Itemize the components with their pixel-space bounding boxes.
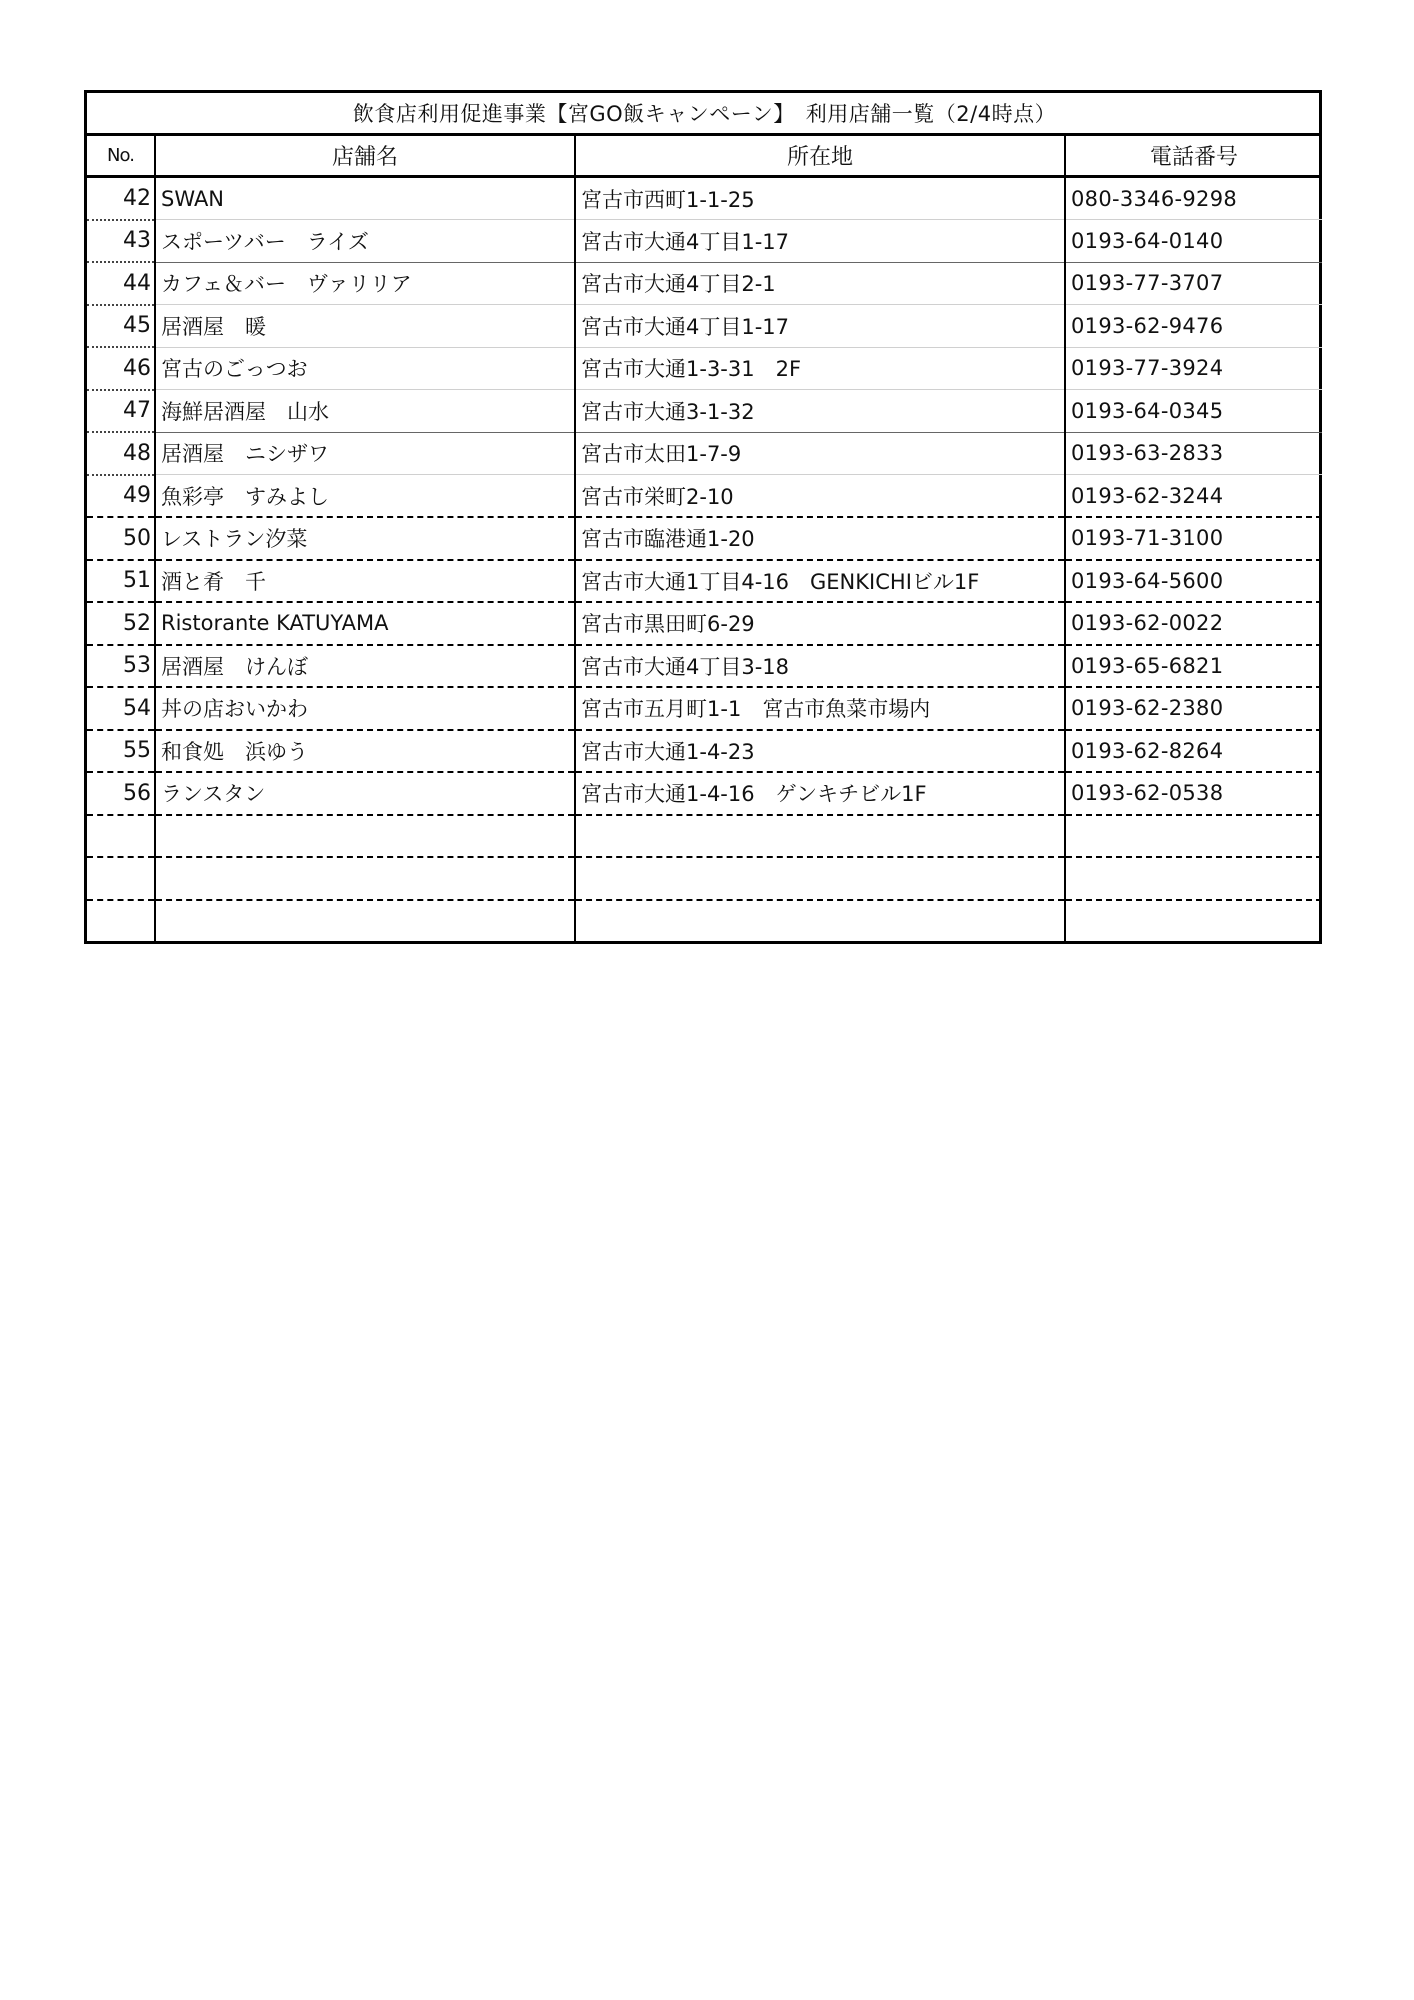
store-name: 魚彩亭 すみよし xyxy=(155,475,575,518)
table-row-empty xyxy=(87,900,1322,942)
row-number: 46 xyxy=(87,347,155,390)
store-address: 宮古市臨港通1-20 xyxy=(575,517,1065,560)
store-name: カフェ＆バー ヴァリリア xyxy=(155,262,575,305)
column-header-no: No. xyxy=(87,135,155,177)
store-phone: 0193-62-0022 xyxy=(1065,602,1322,645)
row-number: 56 xyxy=(87,772,155,815)
store-phone: 0193-62-2380 xyxy=(1065,687,1322,730)
row-number: 44 xyxy=(87,262,155,305)
row-number: 55 xyxy=(87,730,155,773)
store-name: 宮古のごっつお xyxy=(155,347,575,390)
store-address xyxy=(575,857,1065,900)
table-row-empty xyxy=(87,815,1322,858)
store-name: 丼の店おいかわ xyxy=(155,687,575,730)
store-address: 宮古市西町1-1-25 xyxy=(575,177,1065,220)
store-phone: 0193-65-6821 xyxy=(1065,645,1322,688)
row-number: 51 xyxy=(87,560,155,603)
store-address: 宮古市大通4丁目1-17 xyxy=(575,220,1065,263)
store-phone: 0193-64-5600 xyxy=(1065,560,1322,603)
row-number: 54 xyxy=(87,687,155,730)
row-number: 43 xyxy=(87,220,155,263)
store-name: 居酒屋 ニシザワ xyxy=(155,432,575,475)
store-address: 宮古市大通4丁目2-1 xyxy=(575,262,1065,305)
store-phone: 0193-63-2833 xyxy=(1065,432,1322,475)
table-row xyxy=(87,347,1322,390)
row-number: 47 xyxy=(87,390,155,433)
table-row xyxy=(87,432,1322,475)
store-address: 宮古市栄町2-10 xyxy=(575,475,1065,518)
row-number: 52 xyxy=(87,602,155,645)
store-name xyxy=(155,857,575,900)
store-phone: 0193-64-0345 xyxy=(1065,390,1322,433)
store-address xyxy=(575,900,1065,942)
store-address: 宮古市大通1-3-31 2F xyxy=(575,347,1065,390)
store-name: 居酒屋 けんぼ xyxy=(155,645,575,688)
row-number xyxy=(87,857,155,900)
table-row xyxy=(87,645,1322,688)
table-row xyxy=(87,390,1322,433)
store-phone: 080-3346-9298 xyxy=(1065,177,1322,220)
store-address: 宮古市大通1-4-16 ゲンキチビル1F xyxy=(575,772,1065,815)
table-row xyxy=(87,772,1322,815)
store-phone: 0193-62-9476 xyxy=(1065,305,1322,348)
title-row xyxy=(87,93,1322,135)
store-address: 宮古市大通1-4-23 xyxy=(575,730,1065,773)
document-title: 飲食店利用促進事業【宮GO飯キャンペーン】 利用店舗一覧（2/4時点） xyxy=(87,93,1322,135)
store-name: 和食処 浜ゆう xyxy=(155,730,575,773)
store-phone: 0193-77-3707 xyxy=(1065,262,1322,305)
store-name: レストラン汐菜 xyxy=(155,517,575,560)
column-header-name: 店舗名 xyxy=(155,135,575,177)
table-row xyxy=(87,687,1322,730)
store-list-sheet xyxy=(84,90,1322,944)
store-name: SWAN xyxy=(155,177,575,220)
store-phone xyxy=(1065,857,1322,900)
row-number: 45 xyxy=(87,305,155,348)
row-number: 53 xyxy=(87,645,155,688)
store-name: ランスタン xyxy=(155,772,575,815)
row-number: 48 xyxy=(87,432,155,475)
store-name: 酒と肴 千 xyxy=(155,560,575,603)
store-address: 宮古市黒田町6-29 xyxy=(575,602,1065,645)
store-address: 宮古市五月町1-1 宮古市魚菜市場内 xyxy=(575,687,1065,730)
store-phone xyxy=(1065,900,1322,942)
column-header-address: 所在地 xyxy=(575,135,1065,177)
table-row xyxy=(87,262,1322,305)
row-number: 50 xyxy=(87,517,155,560)
store-phone: 0193-62-8264 xyxy=(1065,730,1322,773)
store-phone xyxy=(1065,815,1322,858)
store-name: 居酒屋 暖 xyxy=(155,305,575,348)
store-address xyxy=(575,815,1065,858)
store-name xyxy=(155,900,575,942)
store-address: 宮古市太田1-7-9 xyxy=(575,432,1065,475)
table-row xyxy=(87,560,1322,603)
store-address: 宮古市大通1丁目4-16 GENKICHIビル1F xyxy=(575,560,1065,603)
store-address: 宮古市大通3-1-32 xyxy=(575,390,1065,433)
store-phone: 0193-62-0538 xyxy=(1065,772,1322,815)
row-number xyxy=(87,815,155,858)
row-number: 42 xyxy=(87,177,155,220)
store-address: 宮古市大通4丁目3-18 xyxy=(575,645,1065,688)
store-name: スポーツバー ライズ xyxy=(155,220,575,263)
store-phone: 0193-77-3924 xyxy=(1065,347,1322,390)
header-row xyxy=(87,135,1322,177)
store-name: Ristorante KATUYAMA xyxy=(155,602,575,645)
row-number xyxy=(87,900,155,942)
table-row xyxy=(87,177,1322,220)
store-phone: 0193-71-3100 xyxy=(1065,517,1322,560)
table-row xyxy=(87,730,1322,773)
table-row-empty xyxy=(87,857,1322,900)
column-header-phone: 電話番号 xyxy=(1065,135,1322,177)
table-row xyxy=(87,517,1322,560)
store-phone: 0193-62-3244 xyxy=(1065,475,1322,518)
table-row xyxy=(87,220,1322,263)
store-name xyxy=(155,815,575,858)
store-phone: 0193-64-0140 xyxy=(1065,220,1322,263)
row-number: 49 xyxy=(87,475,155,518)
table-row xyxy=(87,305,1322,348)
store-name: 海鮮居酒屋 山水 xyxy=(155,390,575,433)
store-address: 宮古市大通4丁目1-17 xyxy=(575,305,1065,348)
store-list-table xyxy=(87,93,1322,941)
table-row xyxy=(87,475,1322,518)
table-row xyxy=(87,602,1322,645)
